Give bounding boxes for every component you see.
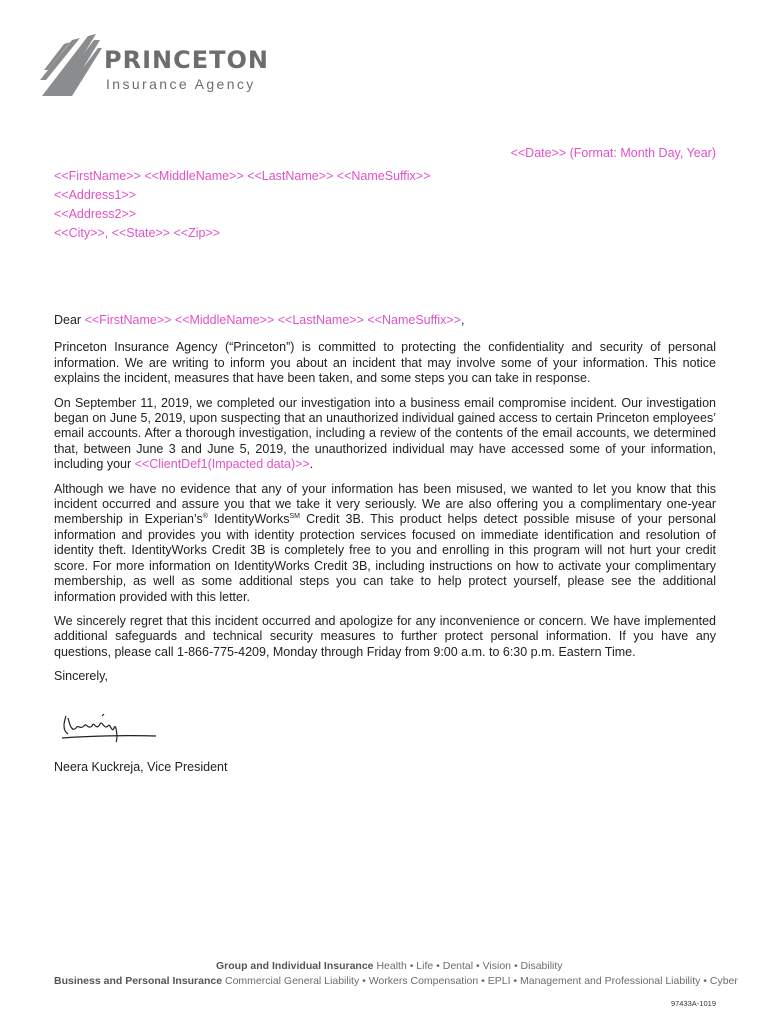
footer-line-1 bbox=[216, 960, 563, 972]
address-line-1: <<FirstName>> <<MiddleName>> <<LastName>> <<NameSuffix>> bbox=[54, 169, 431, 183]
salutation bbox=[54, 313, 716, 328]
registered-mark: ® bbox=[202, 513, 208, 521]
footer-line-1-rest: Health • Life • Dental • Vision • Disability bbox=[373, 960, 563, 972]
footer-line-2-rest: Commercial General Liability • Workers Compensation • EPLI • Management and Professional Liability • Cyber bbox=[222, 975, 738, 987]
paragraph-2 bbox=[54, 396, 716, 473]
footer-line-2 bbox=[54, 975, 738, 987]
paragraph-1: Princeton Insurance Agency (“Princeton”) is committed to protecting the confidentiality and security of personal information. We are writing to inform you about an incident that may involve some of your information. This notice explains the incident, measures that have been taken, and some steps you can take in response. bbox=[54, 340, 716, 386]
recipient-address bbox=[54, 167, 430, 243]
company-logo bbox=[40, 30, 280, 100]
logo-subtitle: Insurance Agency bbox=[106, 76, 256, 92]
signer-name: Neera Kuckreja, Vice President bbox=[54, 760, 228, 774]
footer-line-1-bold: Group and Individual Insurance bbox=[216, 960, 374, 972]
address-line-4: <<City>>, <<State>> <<Zip>> bbox=[54, 226, 221, 240]
letter-body bbox=[54, 313, 716, 694]
princeton-swoosh-logo-icon bbox=[40, 30, 104, 98]
address-line-3: <<Address2>> bbox=[54, 207, 137, 221]
salutation-name: <<FirstName>> <<MiddleName>> <<LastName>> <<NameSuffix>> bbox=[84, 313, 461, 327]
logo-name: PRINCETON bbox=[104, 46, 269, 74]
paragraph-4: We sincerely regret that this incident occurred and apologize for any inconvenience or concern. We have implemented additional safeguards and technical security measures to further protect personal information. If you have any questions, please call 1-866-775-4209, Monday through Friday from 9:00 a.m. to 6:30 p.m. Eastern Time. bbox=[54, 613, 716, 659]
document-code: 97433A-1019 bbox=[670, 999, 716, 1008]
salutation-prefix: Dear bbox=[54, 313, 85, 327]
paragraph-3-a: Although we have no evidence that any of your information has been misused, we wanted to let you know that this incident occurred and assure you that we take it very seriously. We are also offering you a complimentary one-year membership in Experian’s bbox=[54, 481, 716, 527]
closing: Sincerely, bbox=[54, 669, 108, 684]
letter-date: <<Date>> (Format: Month Day, Year) bbox=[510, 146, 716, 160]
footer-line-2-bold: Business and Personal Insurance bbox=[54, 975, 223, 987]
paragraph-3-c: Credit 3B. This product helps detect possible misuse of your personal information and provides you with identity protection services focused on immediate identification and resolution of identity theft. IdentityWorks Credit 3B is completely free to you and enrolling in this program will not hurt your credit score. For more information on IdentityWorks Credit 3B, including instructions on how to activate your complimentary membership, as well as some additional steps you can take to help protect yourself, please see the additional information provided with this letter. bbox=[54, 512, 716, 604]
salutation-suffix: , bbox=[460, 313, 465, 327]
impacted-data-placeholder: <<ClientDef1(Impacted data)>> bbox=[134, 457, 310, 472]
paragraph-2-end: . bbox=[309, 457, 314, 472]
address-line-2: <<Address1>> bbox=[54, 188, 137, 202]
service-mark: SM bbox=[289, 513, 301, 521]
paragraph-3-b: IdentityWorks bbox=[207, 512, 290, 527]
paragraph-2-text: On September 11, 2019, we completed our investigation into a business email compromise incident. Our investigation began on June 5, 2019, upon suspecting that an unauthorized individual gained access to certain Princeton employees’ email accounts. After a thorough investigation, including a review of the contents of the email accounts, we determined that, between June 3 and June 5, 2019, the unauthorized individual may have accessed some of your information, including your bbox=[54, 395, 716, 472]
paragraph-3 bbox=[54, 482, 716, 605]
signature-image bbox=[58, 708, 158, 748]
